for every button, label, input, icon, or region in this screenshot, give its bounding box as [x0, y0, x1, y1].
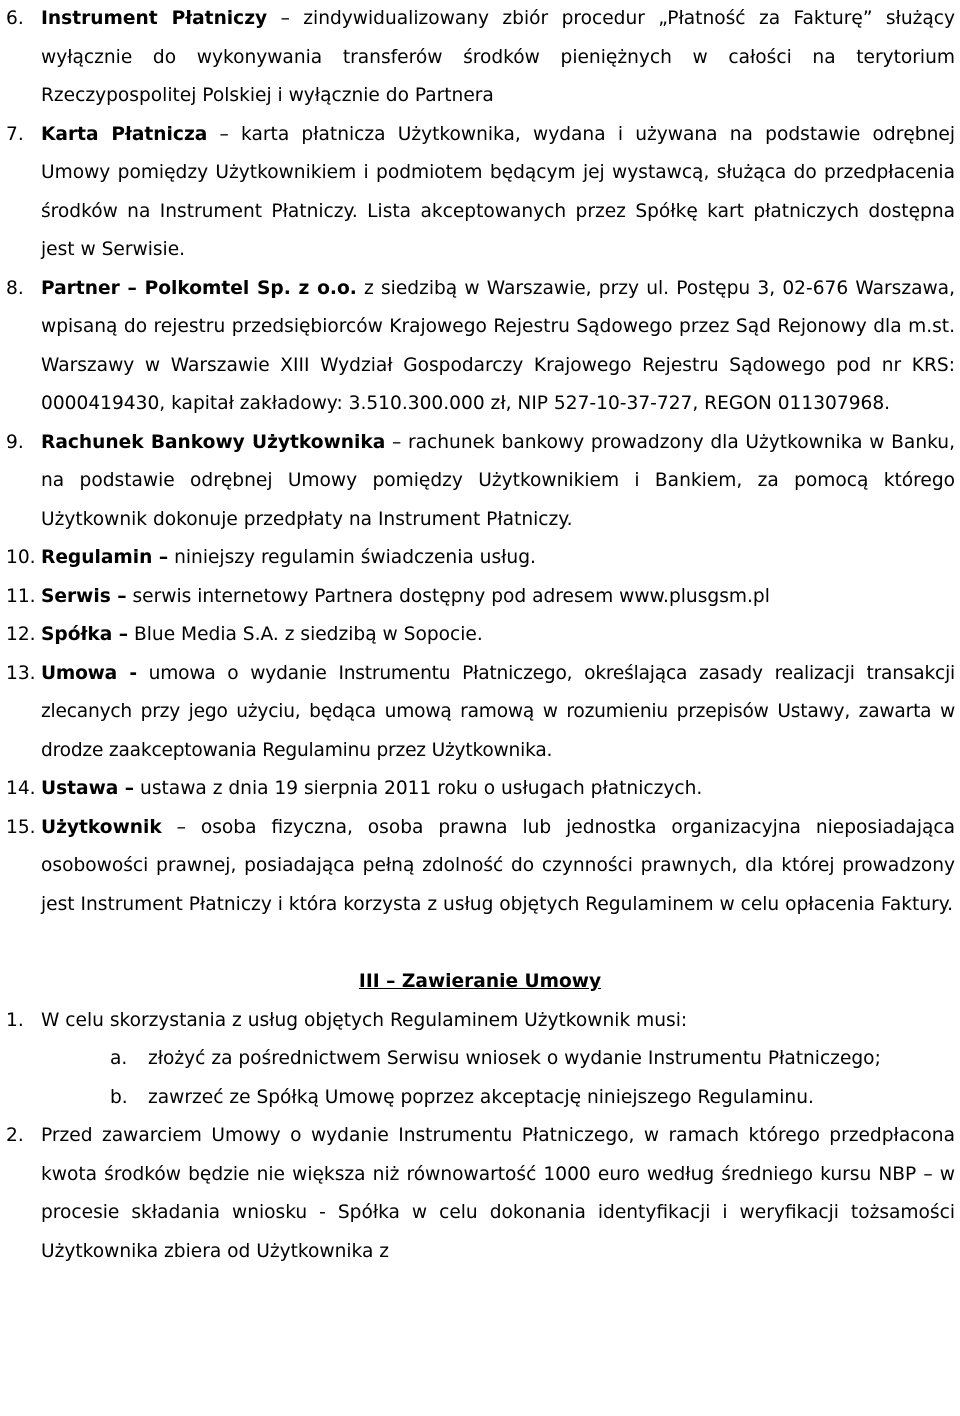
subitem-letter: b.: [110, 1086, 128, 1108]
definition-item-8: [0, 270, 955, 424]
section-item-2: [0, 1117, 955, 1271]
section-item-text: W celu skorzystania z usług objętych Regulaminem Użytkownik musi:: [41, 1009, 688, 1031]
item-number: 9.: [6, 431, 24, 453]
defined-term: Regulamin –: [41, 547, 169, 568]
definition-item-15: [0, 809, 955, 925]
term-separator: [137, 663, 149, 684]
defined-term: Serwis –: [41, 585, 127, 607]
definition-item-10: [0, 539, 955, 578]
term-separator: –: [385, 431, 408, 453]
defined-term: Użytkownik: [41, 816, 162, 838]
item-number: 6.: [6, 8, 24, 29]
defined-term: Umowa -: [41, 662, 137, 684]
definition-text: osoba fizyczna, osoba prawna lub jednostka organizacyjna nieposiadająca osobowości prawnej, posiadająca pełną zdolność do czynności prawnych, dla której prowadzony jest Instrument Płatniczy i która korzysta z usług objętych Regulaminem w celu opłacenia Faktury.: [41, 816, 956, 915]
item-number: 14.: [6, 778, 36, 799]
term-separator: –: [207, 123, 242, 145]
item-number: 15.: [6, 816, 36, 838]
defined-term: Instrument Płatniczy: [41, 8, 268, 29]
subitem-b: [0, 1079, 955, 1118]
definition-text: ustawa z dnia 19 sierpnia 2011 roku o usługach płatniczych.: [140, 778, 703, 799]
term-separator: –: [267, 8, 304, 29]
item-number: 2.: [6, 1125, 24, 1146]
definition-text: umowa o wydanie Instrumentu Płatniczego, określająca zasady realizacji transakcji zlecanych przy jego użyciu, będąca umową ramową w rozumieniu przepisów Ustawy, zawarta w drodze zaakceptowania Regulaminu przez Użytkownika.: [41, 662, 956, 761]
item-number: 7.: [6, 123, 24, 145]
subitem-letter: a.: [110, 1048, 128, 1069]
section-title: III – Zawieranie Umowy: [358, 971, 602, 992]
item-number: 1.: [6, 1009, 24, 1031]
subitem-text: zawrzeć ze Spółką Umowę poprzez akceptację niniejszego Regulaminu.: [148, 1086, 814, 1108]
definition-text: serwis internetowy Partnera dostępny pod adresem www.plusgsm.pl: [132, 585, 770, 607]
definition-item-9: [0, 424, 955, 540]
definition-text: z siedzibą w Warszawie, przy ul. Postępu 3, 02-676 Warszawa, wpisaną do rejestru przedsiębiorców Krajowego Rejestru Sądowego przez Sąd Rejonowy dla m.st. Warszawy w Warszawie XIII Wydział Gospodarczy Krajowego Rejestru Sądowego pod nr KRS: 0000419430, kapitał zakładowy: 3.510.300.000 zł, NIP 527-10-37-727, REGON 011307968.: [41, 277, 955, 414]
definition-item-12: [0, 616, 955, 655]
definition-item-14: [0, 770, 955, 809]
term-separator: –: [161, 816, 201, 838]
definition-text: karta płatnicza Użytkownika, wydana i używana na podstawie odrębnej Umowy pomiędzy Użytkownikiem i podmiotem będącym jej wystawcą, służąca do przedpłacenia środków na Instrument Płatniczy. Lista akceptowanych przez Spółkę kart płatniczych dostępna jest w Serwisie.: [41, 123, 955, 260]
subitem-a: [0, 1040, 955, 1079]
defined-term: Partner – Polkomtel Sp. z o.o.: [41, 277, 357, 299]
term-separator: [357, 278, 364, 299]
definition-text: niniejszy regulamin świadczenia usług.: [174, 547, 536, 568]
item-number: 11.: [6, 585, 36, 607]
defined-term: Ustawa –: [41, 778, 135, 799]
defined-term: Karta Płatnicza: [41, 123, 208, 145]
definition-text: zindywidualizowany zbiór procedur „Płatność za Fakturę” służący wyłącznie do wykonywania transferów środków pieniężnych w całości na terytorium Rzeczypospolitej Polskiej i wyłącznie do Partnera: [41, 8, 956, 106]
definition-text: Blue Media S.A. z siedzibą w Sopocie.: [133, 624, 483, 645]
subitem-text: złożyć za pośrednictwem Serwisu wniosek o wydanie Instrumentu Płatniczego;: [148, 1048, 881, 1069]
definition-item-6: [0, 0, 955, 116]
definition-item-11: [0, 578, 955, 617]
definition-item-13: [0, 655, 955, 771]
item-number: 12.: [6, 624, 36, 645]
item-number: 8.: [6, 277, 24, 299]
definition-item-7: [0, 116, 955, 270]
item-number: 10.: [6, 547, 36, 568]
section-item-1: [0, 1002, 955, 1041]
defined-term: Rachunek Bankowy Użytkownika: [41, 431, 386, 453]
definition-text: rachunek bankowy prowadzony dla Użytkownika w Banku, na podstawie odrębnej Umowy pomiędzy Użytkownikiem i Bankiem, za pomocą którego Użytkownik dokonuje przedpłaty na Instrument Płatniczy.: [41, 431, 956, 530]
item-number: 13.: [6, 662, 36, 684]
section-item-text: Przed zawarciem Umowy o wydanie Instrumentu Płatniczego, w ramach którego przedpłacona kwota środków będzie nie większa niż równowartość 1000 euro według średniego kursu NBP – w procesie składania wniosku - Spółka w celu dokonania identyfikacji i weryfikacji tożsamości Użytkownika zbiera od Użytkownika z: [41, 1125, 955, 1262]
defined-term: Spółka –: [41, 624, 129, 645]
